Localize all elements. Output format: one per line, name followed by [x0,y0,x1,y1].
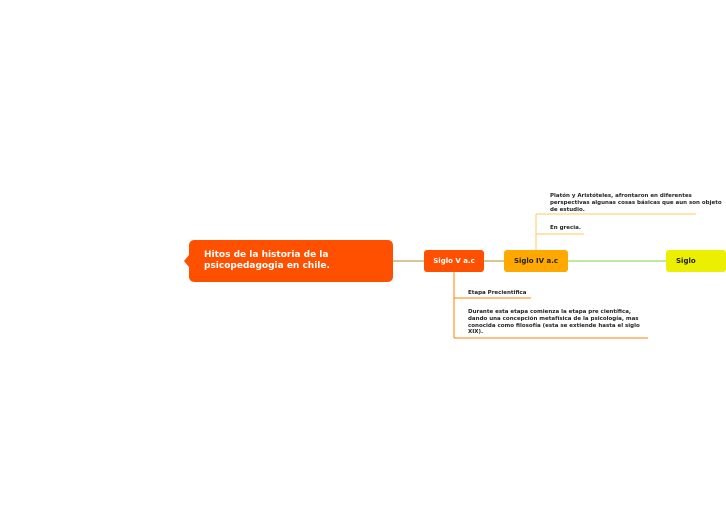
subtopic-line: Platón y Aristóteles, afrontaron en diferentes [550,193,692,199]
subtopic-label: En grecia. [550,225,581,231]
subtopic-en-grecia[interactable] [550,225,581,232]
subtopic-line: XIX). [468,329,484,336]
subtopic-label: Etapa Precientifica [468,290,527,296]
subtopic-line: perspectivas algunas cosas básicas que aun son objeto [550,199,722,206]
subtopic-line: conocida como filosofía (esta se extiende hasta el siglo [468,322,640,329]
root-title-line-1: Hitos de la historia de la [204,250,329,260]
topic-siglo-iv[interactable] [504,250,568,272]
topic-siglo-iv-label: Siglo IV a.c [513,257,559,265]
root-title-line-2: psicopedagogia en chile. [204,261,330,271]
subtopic-line: de estudio. [550,206,585,213]
subtopic-durante-esta-etapa[interactable] [468,309,640,336]
subtopic-etapa-precientifica[interactable] [468,290,527,297]
root-title [204,250,330,272]
subtopic-platon-aristoteles[interactable] [550,193,722,213]
topic-siglo-v-label: Siglo V a.c [433,257,475,265]
root-topic[interactable] [189,240,393,282]
topic-siglo-v[interactable] [424,250,484,272]
subtopic-line: Durante esta etapa comienza la etapa pre científica, [468,309,631,315]
topic-next-siglo[interactable] [666,250,726,272]
topic-next-siglo-label: Siglo [676,257,696,265]
edge-siglo-iv-children [536,214,696,250]
subtopic-line: dando una concepción metafísica de la psicología, mas [468,315,639,322]
